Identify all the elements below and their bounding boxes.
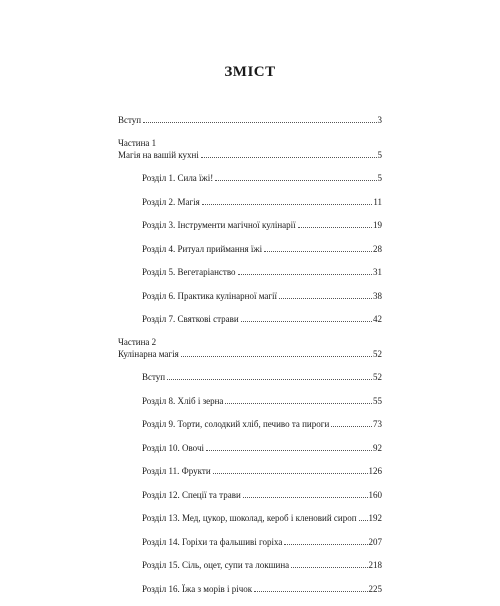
entry-label: Розділ 7. Святкові страви (142, 314, 239, 324)
toc-entry-part-1-title[interactable] (118, 149, 382, 162)
entry-label: Розділ 12. Спеції та трави (142, 489, 241, 500)
dot-leader (167, 379, 372, 380)
entry-label: Розділ 5. Вегетаріанство (142, 267, 236, 277)
entry-label: Розділ 11. Фрукти (142, 466, 211, 476)
page-title: ЗМІСТ (224, 64, 276, 80)
dot-leader (264, 251, 372, 252)
entry-page: 52 (373, 348, 382, 359)
toc-entry-chapter[interactable] (118, 313, 382, 326)
entry-label: Вступ (118, 115, 142, 125)
entry-label: Вступ (142, 372, 166, 382)
dot-leader (279, 298, 372, 299)
toc-entry-chapter[interactable] (118, 465, 382, 478)
entry-page: 38 (373, 290, 382, 301)
entry-label: Розділ 2. Магія (142, 196, 200, 207)
toc-entry-chapter[interactable] (118, 172, 382, 185)
entry-label: Розділ 14. Горіхи та фальшиві горіха (142, 536, 283, 547)
dot-leader (331, 426, 372, 427)
dot-leader (238, 274, 372, 275)
part-1 (118, 138, 382, 327)
toc-entry-chapter[interactable] (118, 196, 382, 209)
entry-label: Кулінарна магія (118, 348, 179, 359)
part-heading: Частина 1 (118, 137, 157, 148)
entry-page: 42 (373, 314, 382, 324)
dot-leader (298, 227, 372, 228)
entry-page: 11 (373, 196, 382, 207)
dot-leader (225, 403, 372, 404)
toc-entry-chapter[interactable] (118, 371, 382, 384)
dot-leader (215, 180, 376, 181)
entry-page: 225 (368, 583, 382, 594)
toc-entry-chapter[interactable] (118, 418, 382, 431)
entry-page: 126 (368, 466, 382, 476)
entry-page: 52 (373, 372, 382, 382)
dot-leader (181, 356, 372, 357)
entry-label: Розділ 16. Їжа з морів і річок (142, 583, 253, 594)
dot-leader (291, 567, 367, 568)
toc-entry-chapter[interactable] (118, 583, 382, 596)
entry-page: 218 (368, 560, 382, 570)
entry-label: Розділ 3. Інструменти магічної кулінарії (142, 220, 296, 230)
toc-entry-chapter[interactable] (118, 266, 382, 279)
entry-label: Розділ 13. Мед, цукор, шоколад, кероб і кленовий сироп (142, 513, 357, 523)
entry-page: 28 (373, 243, 382, 254)
dot-leader (202, 204, 373, 205)
dot-leader (143, 122, 376, 123)
dot-leader (254, 591, 367, 592)
entry-page: 160 (368, 489, 382, 500)
entry-page: 5 (377, 173, 382, 183)
entry-page: 207 (368, 536, 382, 547)
dot-leader (201, 157, 377, 158)
dot-leader (206, 450, 372, 451)
toc-entry-chapter[interactable] (118, 442, 382, 455)
toc-entry-chapter[interactable] (118, 512, 382, 525)
toc-entry-chapter[interactable] (118, 219, 382, 232)
entry-page: 92 (373, 442, 382, 453)
entry-label: Магія на вашій кухні (118, 149, 199, 160)
entry-label: Розділ 10. Овочі (142, 442, 204, 453)
entry-page: 192 (368, 513, 382, 523)
toc-entry-chapter[interactable] (118, 290, 382, 303)
entry-label: Розділ 4. Ритуал приймання їжі (142, 243, 263, 254)
table-of-contents (118, 114, 382, 606)
part-2 (118, 337, 382, 596)
dot-leader (359, 520, 368, 521)
dot-leader (284, 544, 367, 545)
entry-page: 55 (373, 395, 382, 406)
toc-entry-chapter[interactable] (118, 395, 382, 408)
entry-label: Розділ 15. Сіль, оцет, супи та локшина (142, 560, 290, 570)
entry-label: Розділ 9. Торти, солодкий хліб, печиво та пироги (142, 419, 330, 429)
entry-label: Розділ 1. Сила їжі! (142, 173, 214, 183)
dot-leader (213, 473, 368, 474)
part-heading: Частина 2 (118, 336, 157, 347)
entry-page: 3 (377, 115, 382, 125)
entry-page: 5 (377, 149, 382, 160)
toc-entry-chapter[interactable] (118, 559, 382, 572)
toc-entry-chapter[interactable] (118, 243, 382, 256)
entry-page: 73 (373, 419, 382, 429)
dot-leader (243, 497, 368, 498)
entry-page: 31 (373, 267, 382, 277)
entry-label: Розділ 6. Практика кулінарної магії (142, 290, 278, 301)
toc-entry-part-2-title[interactable] (118, 348, 382, 361)
dot-leader (241, 321, 372, 322)
entry-page: 19 (373, 220, 382, 230)
toc-entry-intro[interactable] (118, 114, 382, 127)
toc-entry-chapter[interactable] (118, 536, 382, 549)
entry-label: Розділ 8. Хліб і зерна (142, 395, 224, 406)
